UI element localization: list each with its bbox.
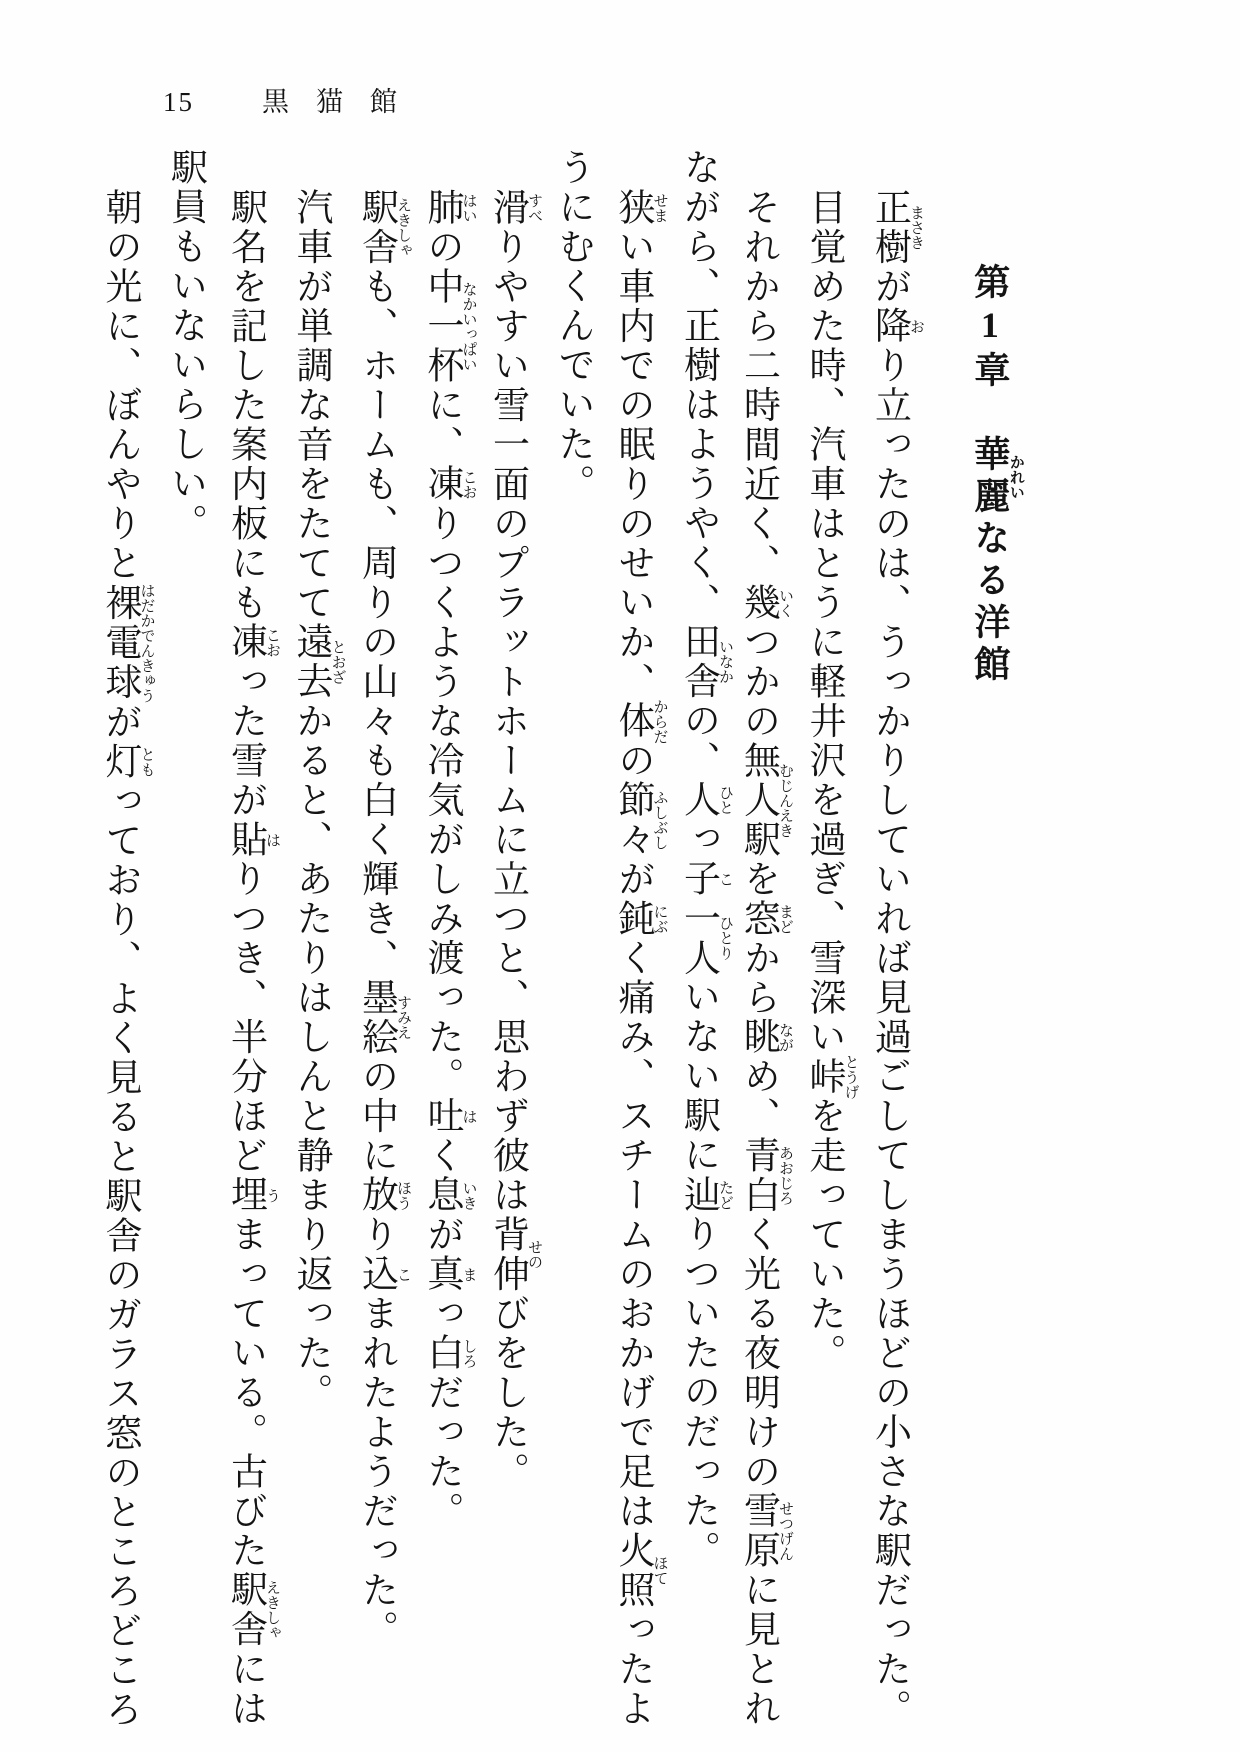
- ruby-word: 込こ: [355, 1254, 411, 1294]
- ruby-word: 貼は: [224, 819, 280, 859]
- running-title: 黒猫館: [262, 87, 424, 117]
- ruby-word: 無人駅むじんえき: [737, 740, 793, 859]
- furigana: せの: [526, 1214, 542, 1294]
- ruby-word: 中一杯なかいっぱい: [421, 266, 477, 385]
- ruby-word: 狭せま: [612, 187, 668, 227]
- ruby-word: 華麗かれい: [969, 435, 1024, 519]
- furigana: いなか: [717, 622, 733, 701]
- furigana: あおじろ: [777, 1135, 793, 1215]
- body-text: [89, 148, 924, 1730]
- page-number: 15: [163, 87, 194, 117]
- furigana: むじんえき: [777, 740, 793, 859]
- paragraph: 正樹まさきが降おり立ったのは、うっかりしていれば見過ごしてしまうほどの小さな駅だった。: [868, 187, 924, 1728]
- running-header: [163, 80, 424, 119]
- furigana: なかいっぱい: [460, 266, 477, 385]
- ruby-word: 駅舎えきしゃ: [355, 187, 411, 267]
- furigana: とうげ: [842, 1053, 859, 1099]
- furigana: まど: [777, 898, 793, 938]
- furigana: は: [460, 1096, 477, 1136]
- furigana: こお: [460, 464, 477, 504]
- ruby-word: 滑すべ: [486, 187, 542, 227]
- ruby-word: 放ほう: [355, 1175, 411, 1215]
- furigana: は: [264, 819, 280, 859]
- ruby-word: 幾いく: [737, 582, 793, 622]
- ruby-word: 息いき: [421, 1175, 477, 1215]
- ruby-word: 正樹まさき: [868, 187, 924, 267]
- furigana: こ: [395, 1254, 411, 1294]
- ruby-word: 人ひと: [677, 780, 733, 820]
- furigana: すべ: [526, 187, 542, 227]
- furigana: からだ: [651, 698, 668, 744]
- furigana: はい: [460, 187, 477, 227]
- furigana: せま: [651, 187, 668, 227]
- furigana: すみえ: [395, 977, 411, 1057]
- furigana: こお: [264, 622, 280, 662]
- furigana: いき: [460, 1175, 477, 1215]
- ruby-word: 灯とも: [99, 741, 155, 781]
- furigana: ひとり: [717, 898, 733, 978]
- paragraph: それから二時間近く、幾いくつかの無人駅むじんえきを窓まどから眺ながめ、青白あおじろく光る夜明けの雪原せつげんに見とれながら、正樹はようやく、田舎いなかの、人ひとっ子こ一人ひとりいない駅に辿たどりついたのだった。: [677, 148, 793, 1728]
- furigana: ほて: [651, 1530, 668, 1610]
- ruby-word: 白しろ: [421, 1333, 477, 1373]
- furigana: にぶ: [651, 898, 668, 938]
- ruby-word: 子こ: [677, 859, 733, 899]
- ruby-word: 吐は: [421, 1096, 477, 1136]
- ruby-word: 一人ひとり: [677, 898, 733, 978]
- furigana: ひと: [717, 780, 733, 820]
- furigana: ふしぶし: [651, 780, 668, 859]
- furigana: お: [908, 306, 924, 346]
- ruby-word: 凍こお: [421, 464, 477, 504]
- furigana: はだかでんきゅう: [138, 582, 155, 703]
- ruby-word: 降お: [868, 306, 924, 346]
- chapter-heading: 第1章 華麗かれいなる洋館: [969, 263, 1024, 687]
- furigana: えきしゃ: [395, 187, 411, 267]
- furigana: いく: [777, 582, 793, 622]
- furigana: う: [264, 1175, 280, 1215]
- ruby-word: 峠とうげ: [803, 1053, 859, 1099]
- furigana: かれい: [1007, 435, 1024, 519]
- ruby-word: 墨絵すみえ: [355, 977, 411, 1057]
- furigana: ほう: [395, 1175, 411, 1215]
- paragraph: 肺はいの中一杯なかいっぱいに、凍こおりつくような冷気がしみ渡った。吐はく息いきが真まっ白しろだった。: [421, 187, 477, 1531]
- furigana: まさき: [908, 187, 924, 267]
- paragraph: 汽車が単調な音をたてて遠去とおざかると、あたりはしんと静まり返った。: [290, 187, 346, 1412]
- paragraph: 滑すべりやすい雪一面のプラットホームに立つと、思わず彼は背伸せのびをした。: [486, 187, 542, 1491]
- ruby-word: 辿たど: [677, 1175, 733, 1215]
- ruby-word: 体からだ: [612, 698, 668, 744]
- furigana: なが: [777, 1017, 793, 1057]
- ruby-word: 田舎いなか: [677, 622, 733, 701]
- ruby-word: 窓まど: [737, 898, 793, 938]
- furigana: こ: [717, 859, 733, 899]
- ruby-word: 青白あおじろ: [737, 1135, 793, 1215]
- paragraph: 駅名を記した案内板にも凍こおった雪が貼はりつき、半分ほど埋うまっている。古びた駅舎えきしゃには駅員もいないらしい。: [164, 148, 280, 1728]
- ruby-word: 火照ほて: [612, 1530, 668, 1610]
- paragraph: 狭せまい車内での眠りのせいか、体からだの節々ふしぶしが鈍にぶく痛み、スチームのおかげで足は火照ほてったようにむくんでいた。: [552, 148, 668, 1728]
- ruby-word: 遠去とおざ: [290, 622, 346, 701]
- paragraph: 駅舎えきしゃも、ホームも、周りの山々も白く輝き、墨絵すみえの中に放ほうり込こまれたようだった。: [355, 187, 411, 1649]
- ruby-word: 鈍にぶ: [612, 898, 668, 938]
- paragraph: 朝の光に、ぼんやりと裸電球はだかでんきゅうが灯ともっており、よく見ると駅舎のガラス窓のところどころ: [99, 187, 155, 1729]
- paragraph: 目覚めた時、汽車はとうに軽井沢を過ぎ、雪深い峠とうげを走っていた。: [803, 187, 859, 1373]
- ruby-word: 裸電球はだかでんきゅう: [99, 582, 155, 703]
- ruby-word: 駅舎えきしゃ: [224, 1570, 280, 1649]
- furigana: せつげん: [777, 1491, 793, 1570]
- furigana: ま: [460, 1254, 477, 1294]
- furigana: しろ: [460, 1333, 477, 1373]
- ruby-word: 雪原せつげん: [737, 1491, 793, 1570]
- furigana: とも: [138, 741, 155, 781]
- furigana: えきしゃ: [264, 1570, 280, 1649]
- ruby-word: 眺なが: [737, 1017, 793, 1057]
- ruby-word: 埋う: [224, 1175, 280, 1215]
- furigana: たど: [717, 1175, 733, 1215]
- ruby-word: 真ま: [421, 1254, 477, 1294]
- furigana: とおざ: [329, 622, 346, 701]
- ruby-word: 背伸せの: [486, 1214, 542, 1294]
- ruby-word: 肺はい: [421, 187, 477, 227]
- ruby-word: 節々ふしぶし: [612, 780, 668, 859]
- ruby-word: 凍こお: [224, 622, 280, 662]
